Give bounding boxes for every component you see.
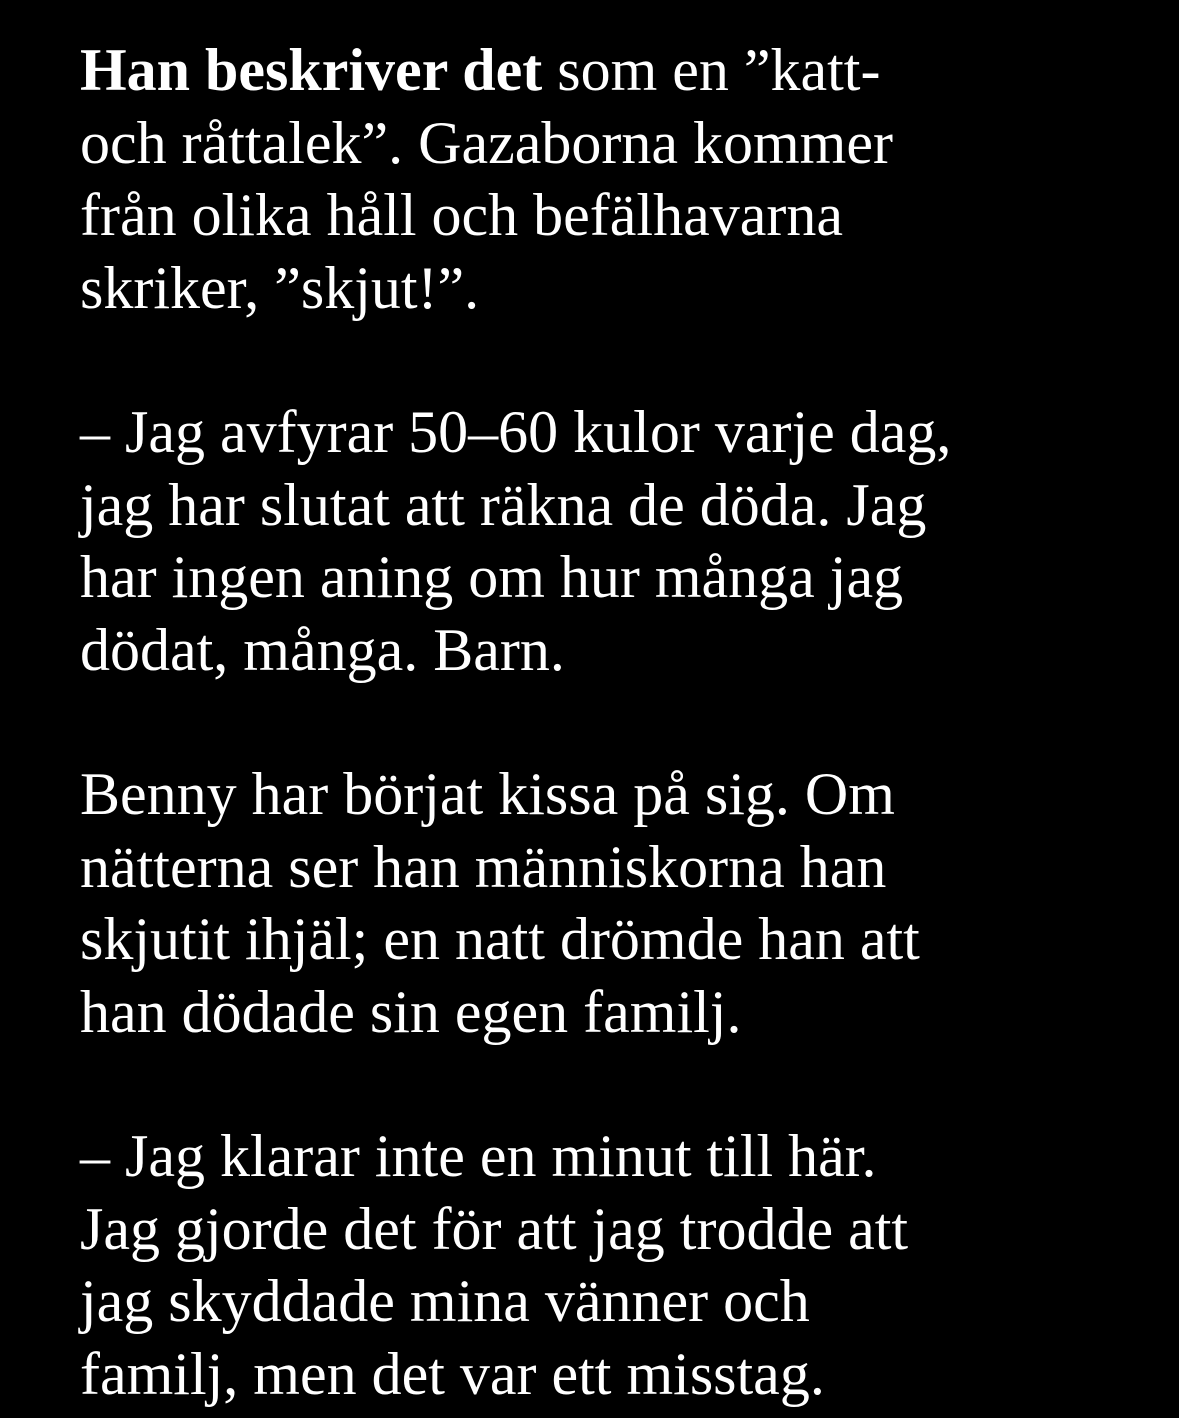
paragraph-line: Benny har börjat kissa på sig. Om bbox=[80, 761, 895, 827]
paragraph-3 bbox=[80, 758, 1140, 1048]
paragraph-line: jag skyddade mina vänner och bbox=[80, 1268, 810, 1334]
paragraph-line: jag har slutat att räkna de döda. Jag bbox=[80, 471, 927, 538]
line-text: som en ”katt- bbox=[542, 37, 881, 103]
paragraph-2 bbox=[80, 396, 1140, 686]
bold-lead: Han beskriver det bbox=[80, 37, 543, 103]
article-body bbox=[80, 34, 1140, 1410]
paragraph-line: skjutit ihjäl; en natt drömde han att bbox=[80, 906, 920, 972]
paragraph-line: från olika håll och befälhavarna bbox=[80, 182, 843, 248]
paragraph-line: dödat, många. Barn. bbox=[80, 616, 565, 683]
paragraph-line: familj, men det var ett misstag. bbox=[80, 1340, 825, 1407]
paragraph-line: har ingen aning om hur många jag bbox=[80, 544, 904, 610]
paragraph-line: och råttalek”. Gazaborna kommer bbox=[80, 109, 893, 176]
paragraph-1 bbox=[80, 34, 1140, 324]
paragraph-line: nätterna ser han människorna han bbox=[80, 833, 887, 900]
paragraph-4 bbox=[80, 1120, 1140, 1410]
paragraph-line: – Jag avfyrar 50–60 kulor varje dag, bbox=[80, 399, 952, 465]
paragraph-line bbox=[80, 34, 1140, 107]
paragraph-line: – Jag klarar inte en minut till här. bbox=[80, 1123, 877, 1189]
paragraph-line: Jag gjorde det för att jag trodde att bbox=[80, 1195, 909, 1262]
paragraph-line: han dödade sin egen familj. bbox=[80, 978, 742, 1045]
paragraph-line: skriker, ”skjut!”. bbox=[80, 254, 480, 321]
